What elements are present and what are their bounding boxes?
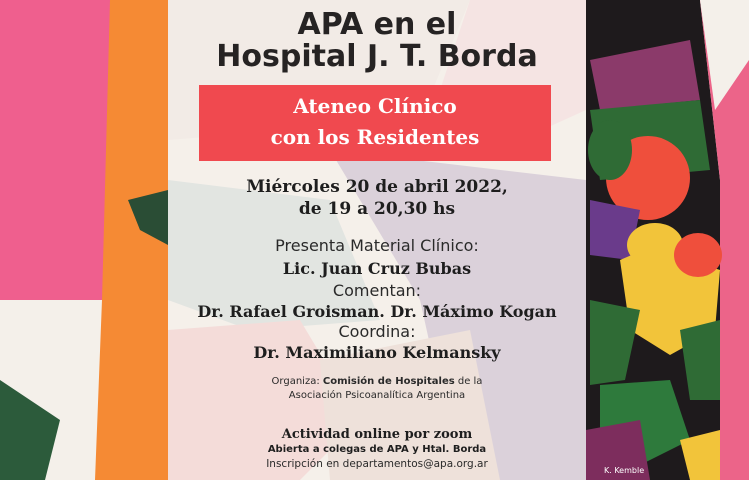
online-title: Actividad online por zoom (281, 427, 473, 442)
artist-signature: K. Kemble (604, 466, 645, 475)
comentan-label: Comentan: (332, 281, 422, 300)
coordina-name: Dr. Maximiliano Kelmansky (253, 343, 501, 362)
organiza-committee: Comisión de Hospitales (322, 376, 455, 387)
online-signup: Inscripción en departamentos@apa.org.ar (266, 458, 488, 470)
date-line-1: Miércoles 20 de abril 2022, (246, 177, 508, 197)
organiza-line-1 (168, 376, 586, 387)
organiza-prefix: Organiza: (271, 376, 323, 387)
online-open: Abierta a colegas de APA y Htal. Borda (267, 444, 487, 455)
presenta-label: Presenta Material Clínico: (275, 236, 479, 255)
organiza-line-2: Asociación Psicoanalítica Argentina (288, 390, 466, 401)
title-line-2: Hospital J. T. Borda (216, 39, 538, 74)
banner-line-2: con los Residentes (270, 125, 480, 149)
organiza-suffix: de la (454, 376, 483, 387)
comentan-names: Dr. Rafael Groisman. Dr. Máximo Kogan (197, 302, 557, 321)
coordina-label: Coordina: (338, 322, 416, 341)
date-line-2: de 19 a 20,30 hs (298, 199, 456, 219)
banner-line-1: Ateneo Clínico (293, 94, 457, 118)
event-banner (199, 85, 551, 161)
title-line-1: APA en el (297, 7, 457, 42)
presenta-name: Lic. Juan Cruz Bubas (282, 259, 472, 278)
